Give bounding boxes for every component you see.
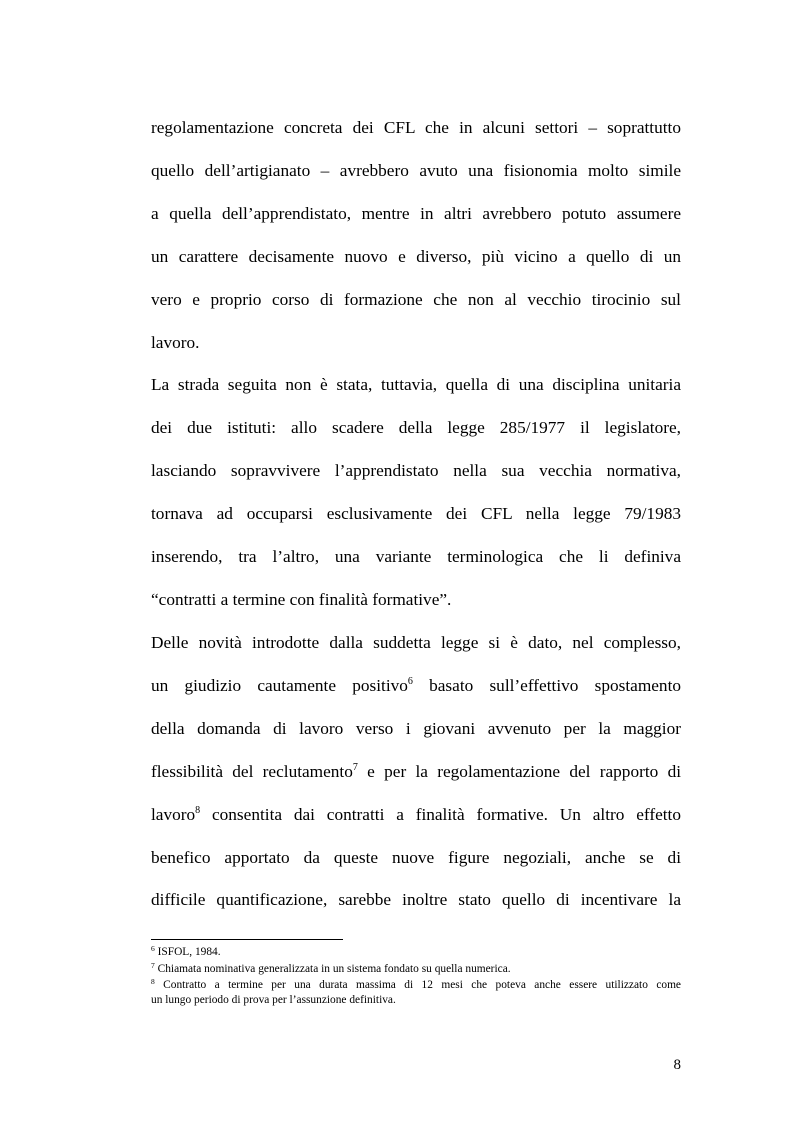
text-fragment: consentita dai contratti a finalità formative. Un altro effetto [200, 805, 681, 824]
text-fragment: e per la regolamentazione del rapporto di [357, 762, 682, 781]
footnote-number: 8 [151, 977, 155, 986]
text-line: a quella dell’apprendistato, mentre in altri avrebbero potuto assumere [151, 204, 681, 223]
text-line: inserendo, tra l’altro, una variante terminologica che li definiva [151, 547, 681, 566]
text-line: lavoro. [151, 333, 200, 352]
text-line: “contratti a termine con finalità formative”. [151, 590, 452, 609]
footnote-7 [151, 963, 681, 976]
text-line: un carattere decisamente nuovo e diverso, più vicino a quello di un [151, 247, 681, 266]
footnote-6 [151, 946, 681, 959]
text-line: benefico apportato da queste nuove figure negoziali, anche se di [151, 848, 681, 867]
footnote-number: 6 [151, 944, 155, 953]
text-line: lasciando sopravvivere l’apprendistato nella sua vecchia normativa, [151, 461, 681, 480]
text-line [151, 676, 681, 699]
footnote-separator [151, 939, 343, 940]
text-line: della domanda di lavoro verso i giovani avvenuto per la maggior [151, 719, 681, 738]
text-fragment: lavoro [151, 805, 196, 824]
text-line: vero e proprio corso di formazione che non al vecchio tirocinio sul [151, 290, 681, 309]
footnote-reference[interactable]: 8 [195, 805, 201, 816]
text-line [151, 762, 681, 785]
footnote-8-continued: un lungo periodo di prova per l’assunzione definitiva. [151, 994, 396, 1006]
page-number: 8 [673, 1057, 681, 1073]
text-line: Delle novità introdotte dalla suddetta legge si è dato, nel complesso, [151, 633, 681, 652]
footnote-text: Chiamata nominativa generalizzata in un sistema fondato su quella numerica. [157, 963, 511, 975]
text-line: tornava ad occuparsi esclusivamente dei CFL nella legge 79/1983 [151, 504, 681, 523]
footnote-text: Contratto a termine per una durata massima di 12 mesi che poteva anche essere utilizzato come [163, 979, 681, 991]
text-line: regolamentazione concreta dei CFL che in alcuni settori – soprattutto [151, 118, 681, 137]
text-fragment: un giudizio cautamente positivo [151, 676, 408, 695]
text-fragment: basato sull’effettivo spostamento [412, 676, 682, 695]
text-line: difficile quantificazione, sarebbe inoltre stato quello di incentivare la [151, 890, 681, 909]
text-line: quello dell’artigianato – avrebbero avuto una fisionomia molto simile [151, 161, 681, 180]
text-fragment: flessibilità del reclutamento [151, 762, 353, 781]
footnote-8 [151, 979, 681, 992]
footnote-number: 7 [151, 961, 155, 970]
text-line: La strada seguita non è stata, tuttavia, quella di una disciplina unitaria [151, 375, 681, 394]
footnote-reference[interactable]: 6 [407, 676, 413, 687]
footnote-reference[interactable]: 7 [352, 762, 358, 773]
text-line: dei due istituti: allo scadere della legge 285/1977 il legislatore, [151, 418, 681, 437]
text-line [151, 805, 681, 828]
footnote-text: ISFOL, 1984. [157, 946, 221, 958]
